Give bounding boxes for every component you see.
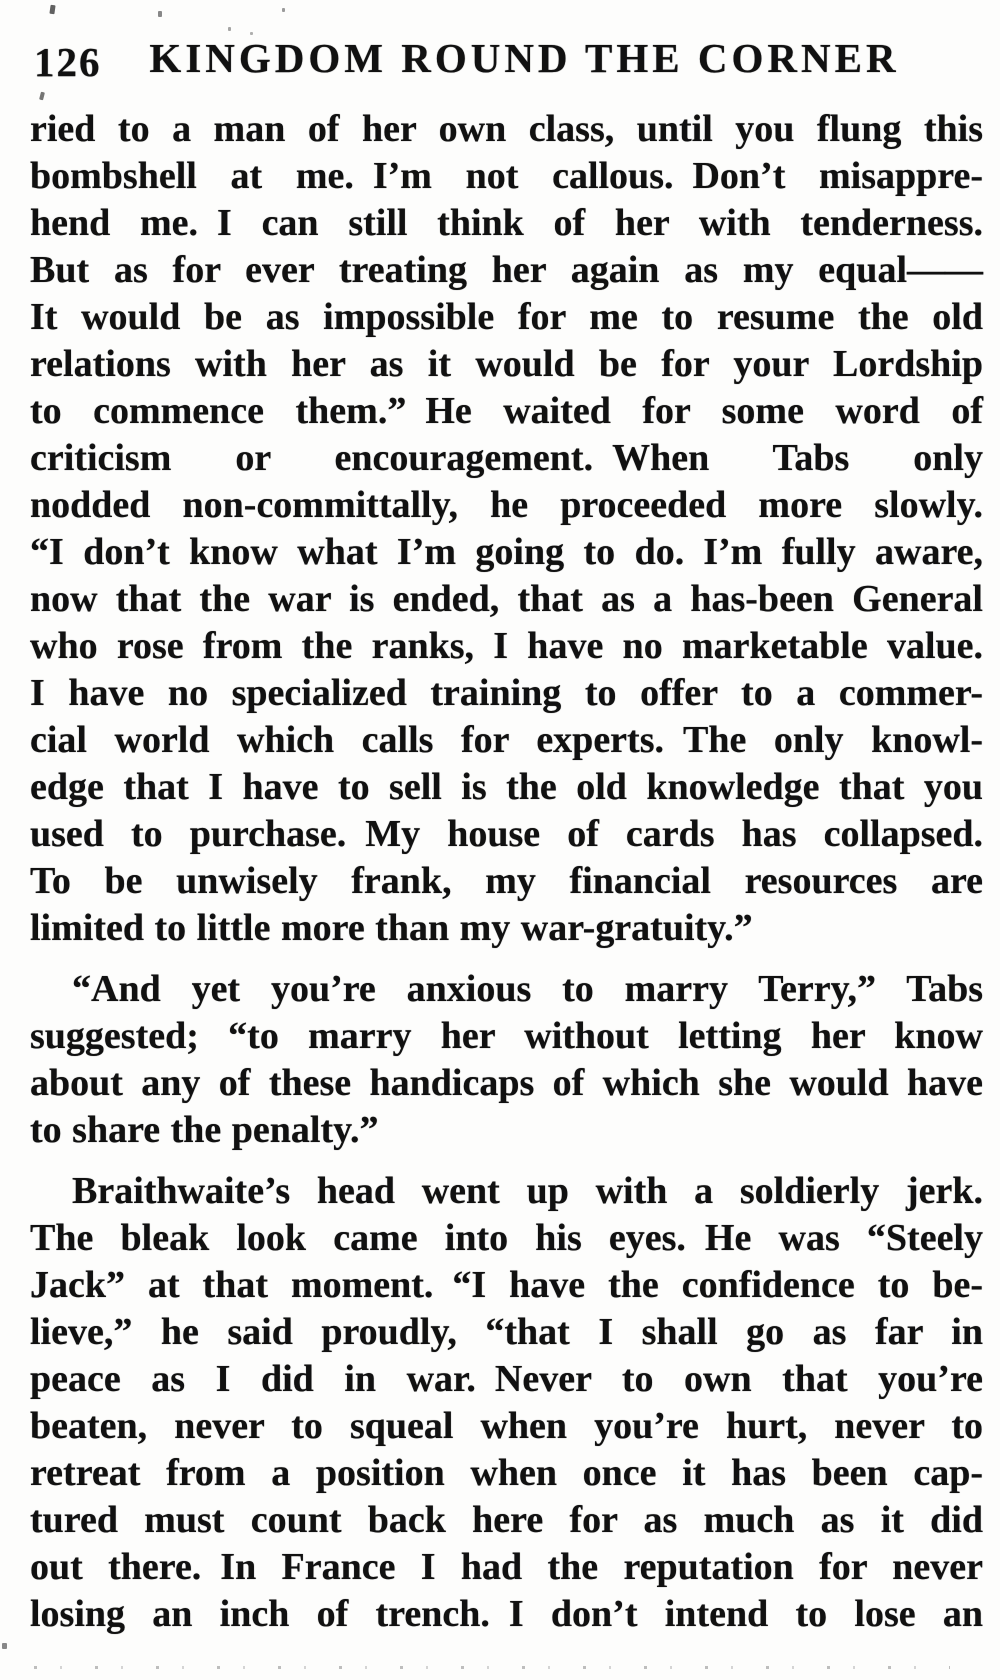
page-number: 126 (34, 39, 102, 85)
scan-speck (228, 27, 231, 31)
text-line: Jack” at that moment. “I have the confidence to be- (30, 1264, 983, 1306)
text-line: hend me. I can still think of her with tenderness. (30, 202, 983, 244)
text-line: To be unwisely frank, my financial resources are (30, 860, 983, 902)
text-line: I have no specialized training to offer to a commer- (30, 672, 983, 714)
text-line: beaten, never to squeal when you’re hurt, never to (30, 1405, 983, 1447)
text-line: cial world which calls for experts. The only knowl- (30, 719, 983, 761)
text-line: to commence them.” He waited for some word of (30, 390, 983, 432)
text-line: “I don’t know what I’m going to do. I’m fully aware, (30, 531, 983, 573)
scan-artifact-cropped-line (34, 1666, 950, 1669)
text-line: peace as I did in war. Never to own that you’re (30, 1358, 983, 1400)
text-line: about any of these handicaps of which she would have (30, 1062, 983, 1104)
text-line: out there. In France I had the reputation for never (30, 1546, 983, 1588)
text-line: limited to little more than my war-gratuity.” (30, 907, 753, 949)
text-line: who rose from the ranks, I have no marketable value. (30, 625, 983, 667)
scan-speck (158, 11, 162, 17)
paragraph (30, 1168, 983, 1638)
text-line: criticism or encouragement. When Tabs only (30, 437, 983, 479)
text-line: to share the penalty.” (30, 1109, 379, 1151)
body-text (30, 106, 983, 1638)
text-line: bombshell at me. I’m not callous. Don’t misappre- (30, 155, 983, 197)
scan-speck (49, 5, 55, 15)
scan-speck (2, 1643, 7, 1649)
scan-speck (39, 92, 45, 101)
scan-speck (282, 8, 285, 12)
page-header (30, 34, 983, 92)
text-line: retreat from a position when once it has been cap- (30, 1452, 983, 1494)
paragraph (30, 966, 983, 1154)
text-line: losing an inch of trench. I don’t intend to lose an (30, 1593, 983, 1635)
text-line: now that the war is ended, that as a has-been General (30, 578, 983, 620)
text-line: lieve,” he said proudly, “that I shall go as far in (30, 1311, 983, 1353)
text-line: Braithwaite’s head went up with a soldierly jerk. (72, 1170, 983, 1212)
text-line: “And yet you’re anxious to marry Terry,” Tabs (72, 968, 983, 1010)
text-line: relations with her as it would be for your Lordship (30, 343, 983, 385)
text-line: suggested; “to marry her without letting her know (30, 1015, 983, 1057)
text-line: ried to a man of her own class, until you flung this (30, 108, 983, 150)
running-title: KINGDOM ROUND THE CORNER (149, 35, 900, 81)
paragraph (30, 106, 983, 952)
text-line: But as for ever treating her again as my equal—— (30, 249, 983, 291)
text-line: It would be as impossible for me to resume the old (30, 296, 983, 338)
text-line: tured must count back here for as much as it did (30, 1499, 983, 1541)
text-line: nodded non-committally, he proceeded more slowly. (30, 484, 983, 526)
text-line: used to purchase. My house of cards has collapsed. (30, 813, 983, 855)
text-line: The bleak look came into his eyes. He was “Steely (30, 1217, 983, 1259)
text-line: edge that I have to sell is the old knowledge that you (30, 766, 983, 808)
